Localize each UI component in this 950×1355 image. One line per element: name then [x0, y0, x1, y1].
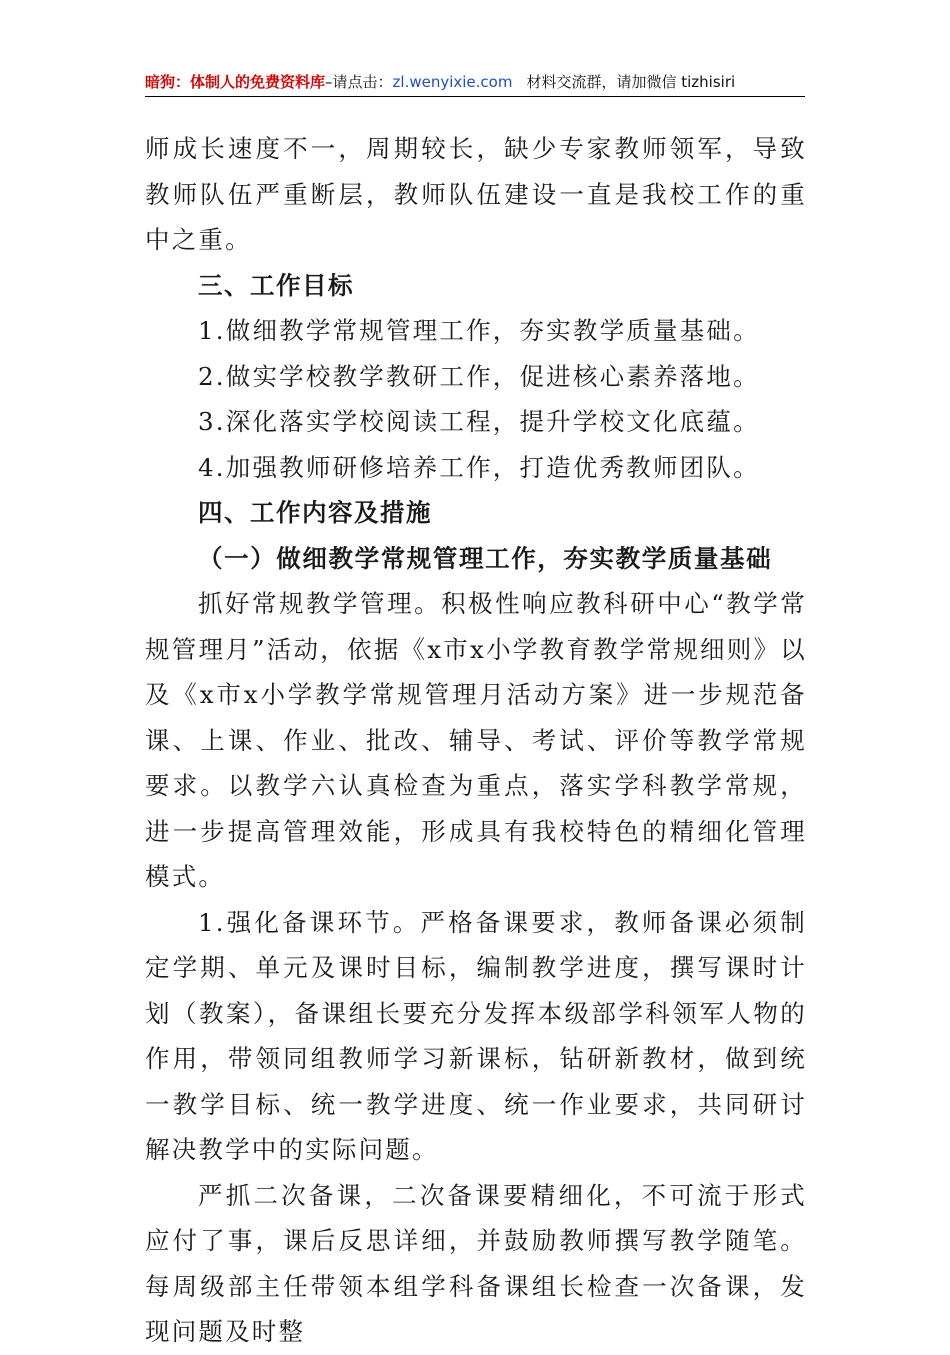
paragraph-routine-management: 抓好常规教学管理。积极性响应教科研中心“教学常规管理月”活动，依据《x市x小学教育教学常规细则》以及《x市x小学教学常规管理月活动方案》进一步规范备课、上课、作业、批改、辅导、考试、评价等教学常规要求。以教学六认真检查为重点，落实学科教学常规，进一步提高管理效能，形成具有我校特色的精细化管理模式。 — [145, 589, 807, 891]
page-header — [145, 68, 805, 97]
subheading-teaching-routine: （一）做细教学常规管理工作，夯实教学质量基础 — [198, 543, 773, 573]
document-body — [145, 126, 807, 1355]
heading-work-content: 四、工作内容及措施 — [198, 498, 432, 527]
goal-item-4: 4.加强教师研修培养工作，打造优秀教师团队。 — [198, 452, 760, 482]
header-brand: 暗狗：体制人的免费资料库 — [145, 73, 326, 91]
paragraph-second-preparation: 严抓二次备课，二次备课要精细化，不可流于形式应付了事，课后反思详细，并鼓励教师撰写教学随笔。每周级部主任带领本组学科备课组长检查一次备课，发现问题及时整 — [145, 1180, 807, 1346]
goal-item-1: 1.做细教学常规管理工作，夯实教学质量基础。 — [198, 316, 760, 345]
goal-item-2: 2.做实学校教学教研工作，促进核心素养落地。 — [198, 361, 760, 391]
header-click-prefix: –请点击： — [325, 73, 393, 91]
header-url-link[interactable]: zl.wenyixie.com — [392, 73, 513, 91]
paragraph-intro: 师成长速度不一，周期较长，缺少专家教师领军，导致教师队伍严重断层，教师队伍建设一直是我校工作的重中之重。 — [145, 134, 807, 254]
paragraph-lesson-preparation: 1.强化备课环节。严格备课要求，教师备课必须制定学期、单元及课时目标，编制教学进度，撰写课时计划（教案），备课组长要充分发挥本级部学科领军人物的作用，带领同组教师学习新课标，钻研新教材，做到统一教学目标、统一教学进度、统一作业要求，共同研讨解决教学中的实际问题。 — [145, 907, 807, 1164]
heading-work-goals: 三、工作目标 — [198, 270, 354, 300]
header-contact: 材料交流群，请加微信 tizhisiri — [526, 73, 736, 91]
goal-item-3: 3.深化落实学校阅读工程，提升学校文化底蕴。 — [198, 407, 760, 436]
